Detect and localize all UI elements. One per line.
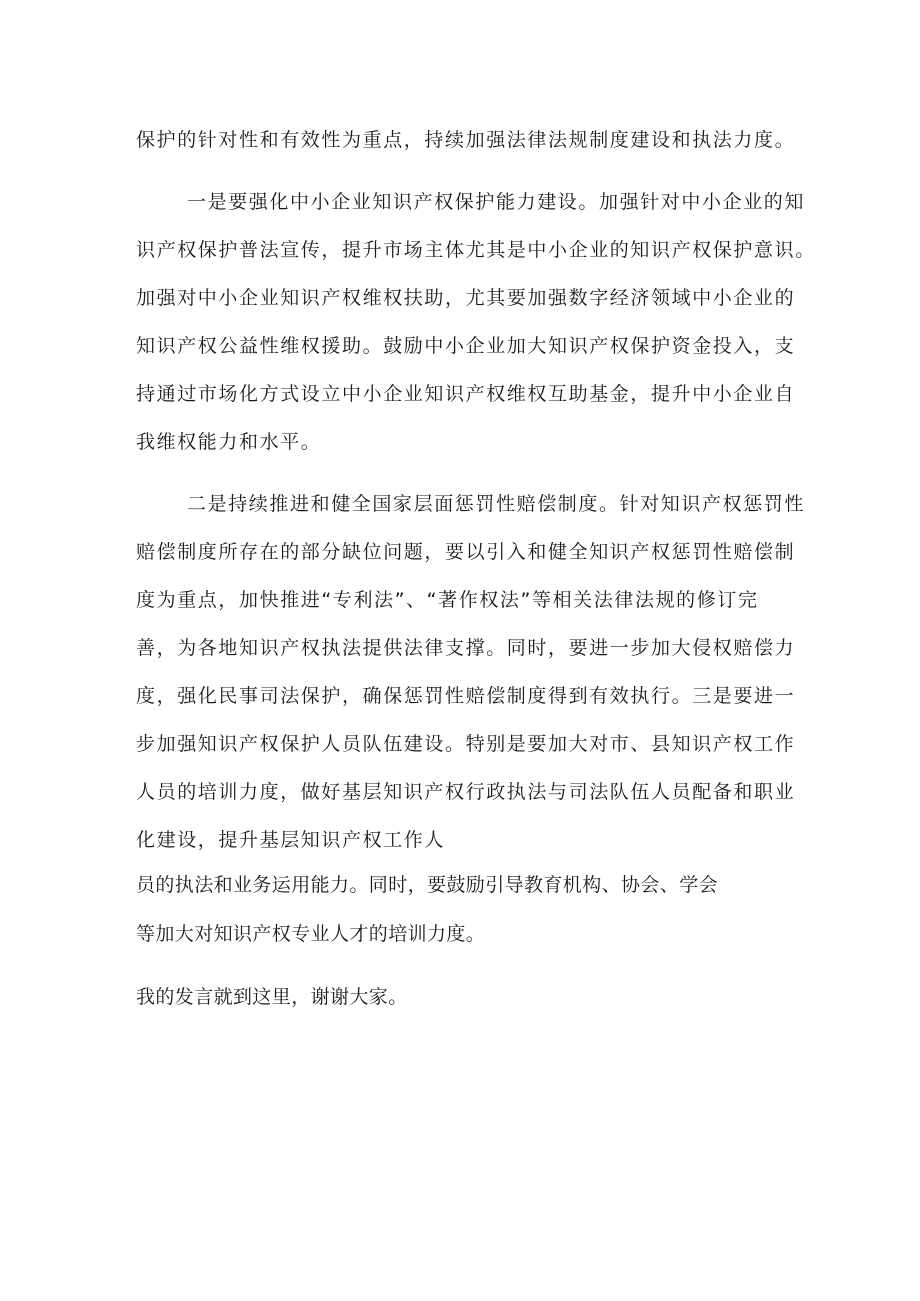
text-line: 知识产权公益性维权援助。鼓励中小企业加大知识产权保护资金投入，支: [136, 335, 796, 357]
text-line: 赔偿制度所存在的部分缺位问题，要以引入和健全知识产权惩罚性赔偿制: [136, 541, 796, 563]
text-line: 人员的培训力度，做好基层知识产权行政执法与司法队伍人员配备和职业: [136, 781, 796, 803]
closing-line: 我的发言就到这里，谢谢大家。: [136, 986, 408, 1008]
text-line: 二是持续推进和健全国家层面惩罚性赔偿制度。针对知识产权惩罚性: [187, 493, 806, 515]
text-line: 我维权能力和水平。: [136, 431, 322, 453]
text-line: 加强对中小企业知识产权维权扶助，尤其要加强数字经济领域中小企业的: [136, 287, 796, 309]
text-line: 善，为各地知识产权执法提供法律支撑。同时，要进一步加大侵权赔偿力: [136, 637, 796, 659]
text-line: 化建设，提升基层知识产权工作人: [136, 829, 446, 851]
text-line: 持通过市场化方式设立中小企业知识产权维权互助基金，提升中小企业自: [136, 383, 796, 405]
text-line: 等加大对知识产权专业人才的培训力度。: [136, 923, 486, 945]
text-line: 员的执法和业务运用能力。同时，要鼓励引导教育机构、协会、学会: [136, 874, 719, 896]
text-line: 度为重点，加快推进“专利法”、“著作权法”等相关法律法规的修订完: [136, 589, 759, 611]
text-line: 保护的针对性和有效性为重点，持续加强法律法规制度建设和执法力度。: [136, 129, 796, 151]
text-line: 步加强知识产权保护人员队伍建设。特别是要加大对市、县知识产权工作: [136, 733, 796, 755]
text-line: 识产权保护普法宣传，提升市场主体尤其是中小企业的知识产权保护意识。: [136, 239, 816, 261]
text-line: 一是要强化中小企业知识产权保护能力建设。加强针对中小企业的知: [187, 191, 806, 213]
text-line: 度，强化民事司法保护，确保惩罚性赔偿制度得到有效执行。三是要进一: [136, 685, 796, 707]
